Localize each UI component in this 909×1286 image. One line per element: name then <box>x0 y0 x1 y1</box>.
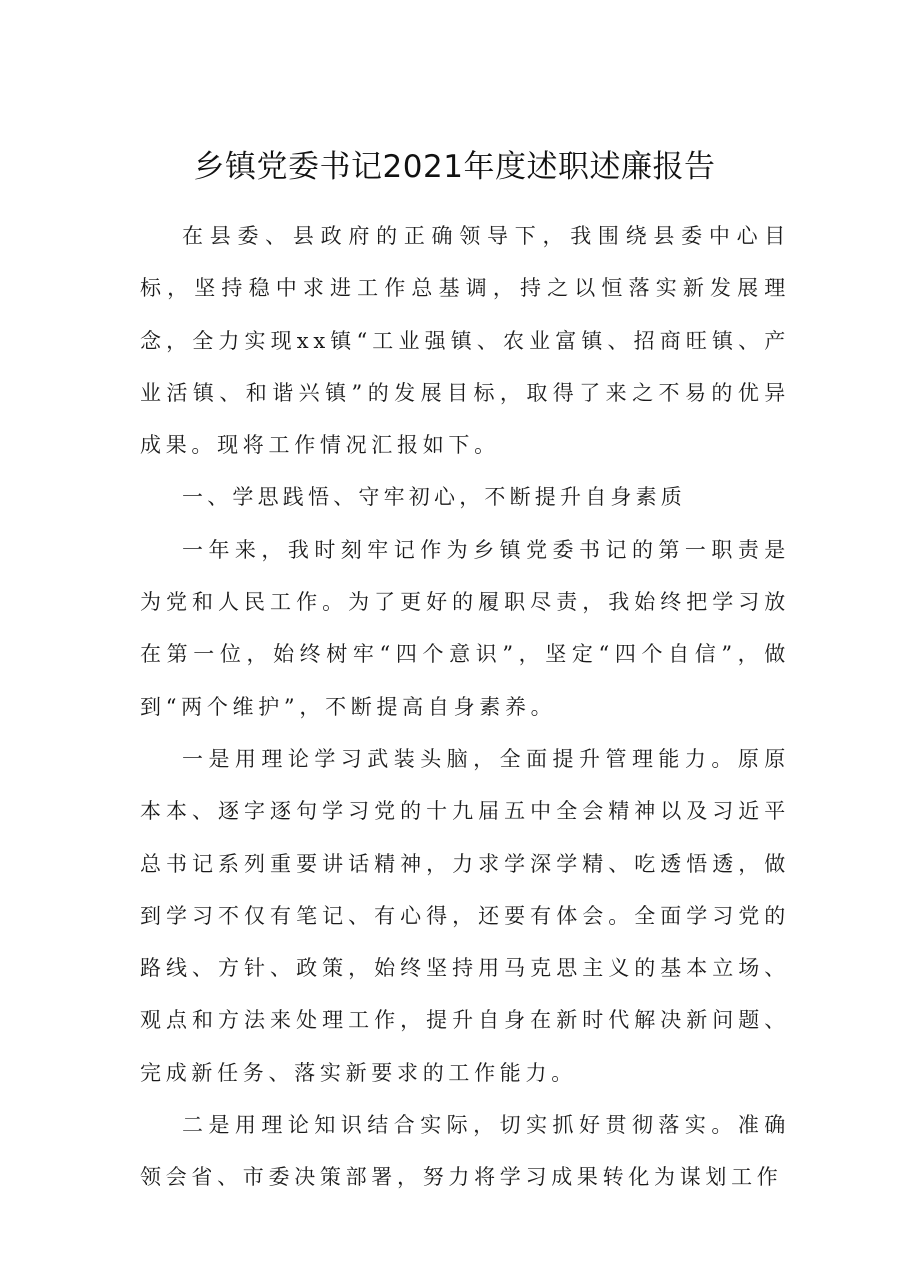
section-heading-1: 一、学思践悟、守牢初心，不断提升自身素质 <box>182 485 686 510</box>
document-body <box>140 210 790 1204</box>
paragraph-theory-study: 一是用理论学习武装头脑，全面提升管理能力。原原本本、逐字逐句学习党的十九届五中全会精神以及习近平总书记系列重要讲话精神，力求学深学精、吃透悟透，做到学习不仅有笔记、有心得，还要有体会。全面学习党的路线、方针、政策，始终坚持用马克思主义的基本立场、观点和方法来处理工作，提升自身在新时代解决新问题、完成新任务、落实新要求的工作能力。 <box>140 746 790 1085</box>
paragraph-intro: 在县委、县政府的正确领导下，我围绕县委中心目标，坚持稳中求进工作总基调，持之以恒落实新发展理念，全力实现xx镇“工业强镇、农业富镇、招商旺镇、产业活镇、和谐兴镇”的发展目标，取得了来之不易的优异成果。现将工作情况汇报如下。 <box>140 224 790 458</box>
paragraph-theory-practice: 二是用理论知识结合实际，切实抓好贯彻落实。准确领会省、市委决策部署，努力将学习成果转化为谋划工作 <box>140 1113 790 1190</box>
paragraph-section-1-overview: 一年来，我时刻牢记作为乡镇党委书记的第一职责是为党和人民工作。为了更好的履职尽责，我始终把学习放在第一位，始终树牢“四个意识”，坚定“四个自信”，做到“两个维护”，不断提高自身素养。 <box>140 537 790 719</box>
document-title: 乡镇党委书记2021年度述职述廉报告 <box>193 148 716 185</box>
